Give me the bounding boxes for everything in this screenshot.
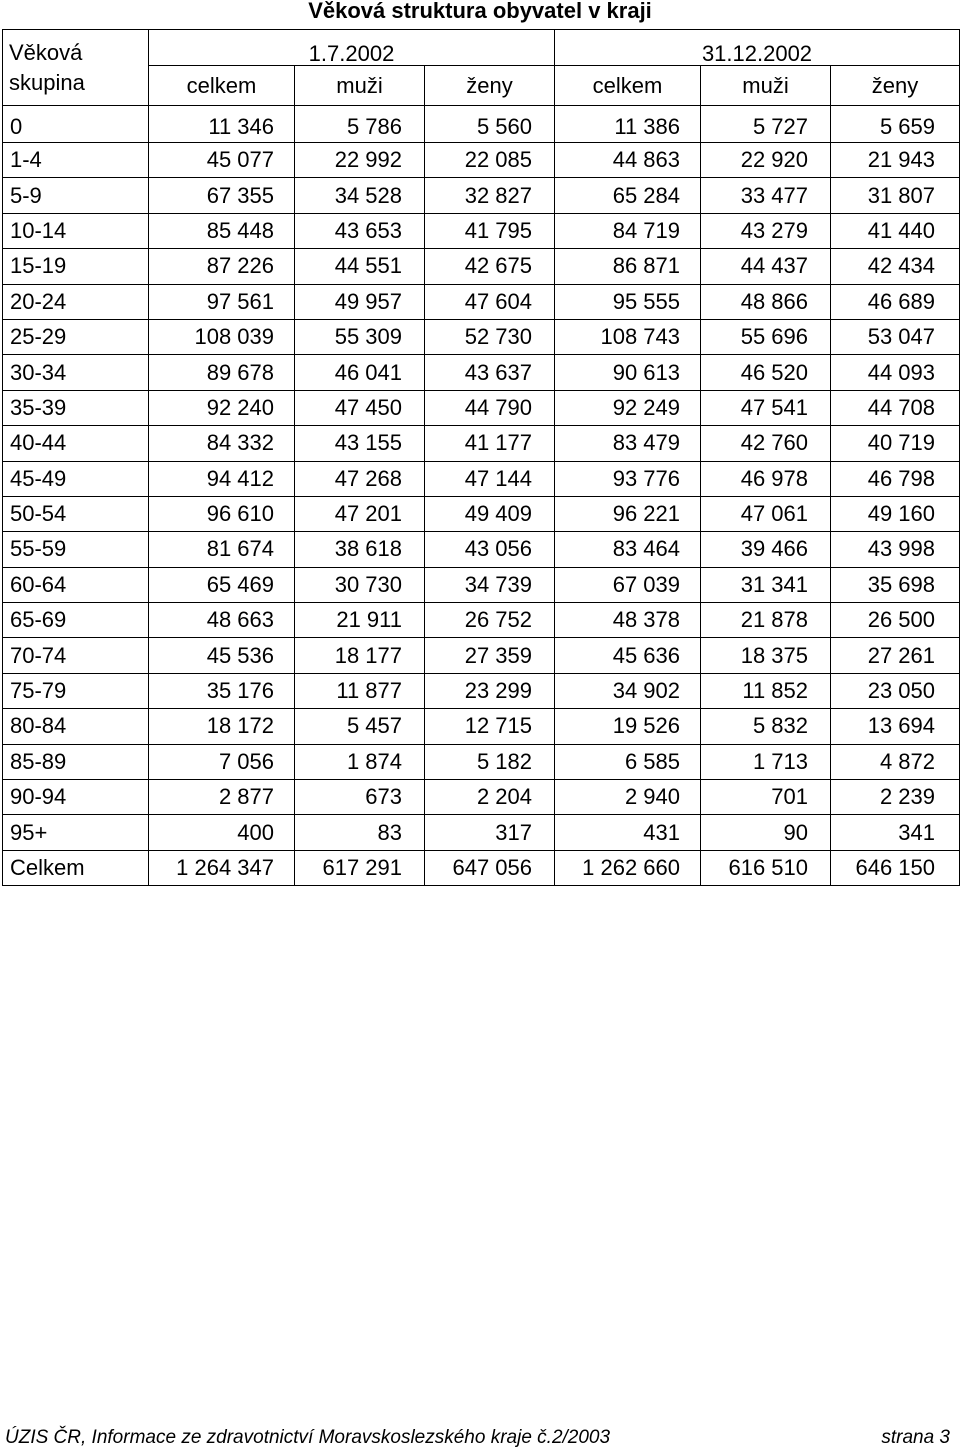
age-group-cell: 95+	[3, 815, 149, 850]
table-row	[3, 815, 960, 850]
value-cell: 85 448	[149, 213, 295, 248]
table-row	[3, 213, 960, 248]
page-title-text: Věková struktura obyvatel v kraji	[308, 0, 652, 23]
value-cell: 7 056	[149, 744, 295, 779]
value-cell: 48 866	[701, 284, 831, 319]
value-cell: 48 378	[555, 603, 701, 638]
table-row	[3, 709, 960, 744]
table-row	[3, 496, 960, 531]
value-cell: 108 743	[555, 319, 701, 354]
value-cell: 46 041	[295, 355, 425, 390]
value-cell: 5 182	[425, 744, 555, 779]
age-group-cell: 90-94	[3, 780, 149, 815]
value-cell: 5 560	[425, 106, 555, 143]
value-cell: 55 309	[295, 319, 425, 354]
value-cell: 45 536	[149, 638, 295, 673]
value-cell: 5 832	[701, 709, 831, 744]
age-structure-table	[2, 29, 960, 886]
value-cell: 23 050	[831, 673, 960, 708]
value-cell: 49 957	[295, 284, 425, 319]
value-cell: 52 730	[425, 319, 555, 354]
table-row	[3, 106, 960, 143]
age-group-header	[3, 30, 149, 106]
value-cell: 35 176	[149, 673, 295, 708]
value-cell: 46 978	[701, 461, 831, 496]
age-group-cell: 10-14	[3, 213, 149, 248]
date-header-2	[555, 30, 960, 66]
value-cell: 42 675	[425, 249, 555, 284]
value-cell: 41 177	[425, 426, 555, 461]
value-cell: 5 727	[701, 106, 831, 143]
page-footer	[0, 1425, 960, 1451]
age-group-cell: 75-79	[3, 673, 149, 708]
value-cell: 34 528	[295, 178, 425, 213]
value-cell: 400	[149, 815, 295, 850]
age-group-cell: 80-84	[3, 709, 149, 744]
value-cell: 5 457	[295, 709, 425, 744]
table-row	[3, 850, 960, 885]
value-cell: 22 992	[295, 143, 425, 178]
value-cell: 11 346	[149, 106, 295, 143]
column-header: ženy	[831, 66, 960, 106]
value-cell: 44 863	[555, 143, 701, 178]
value-cell: 83 479	[555, 426, 701, 461]
column-header: celkem	[149, 66, 295, 106]
value-cell: 21 943	[831, 143, 960, 178]
value-cell: 22 085	[425, 143, 555, 178]
age-group-cell: 50-54	[3, 496, 149, 531]
age-group-cell: 85-89	[3, 744, 149, 779]
age-group-cell: 30-34	[3, 355, 149, 390]
date-header-1	[149, 30, 555, 66]
age-group-cell: 60-64	[3, 567, 149, 602]
value-cell: 23 299	[425, 673, 555, 708]
value-cell: 47 201	[295, 496, 425, 531]
table-row	[3, 673, 960, 708]
table-row	[3, 744, 960, 779]
value-cell: 30 730	[295, 567, 425, 602]
value-cell: 84 719	[555, 213, 701, 248]
value-cell: 39 466	[701, 532, 831, 567]
value-cell: 42 434	[831, 249, 960, 284]
table-row	[3, 355, 960, 390]
value-cell: 47 450	[295, 390, 425, 425]
value-cell: 53 047	[831, 319, 960, 354]
value-cell: 67 355	[149, 178, 295, 213]
table-row	[3, 461, 960, 496]
value-cell: 43 653	[295, 213, 425, 248]
value-cell: 21 878	[701, 603, 831, 638]
value-cell: 83 464	[555, 532, 701, 567]
value-cell: 33 477	[701, 178, 831, 213]
value-cell: 27 261	[831, 638, 960, 673]
value-cell: 2 877	[149, 780, 295, 815]
column-header: muži	[701, 66, 831, 106]
table-row	[3, 780, 960, 815]
age-group-header-line1: Věková	[9, 39, 83, 65]
value-cell: 43 998	[831, 532, 960, 567]
age-group-cell: 5-9	[3, 178, 149, 213]
value-cell: 26 500	[831, 603, 960, 638]
value-cell: 34 739	[425, 567, 555, 602]
value-cell: 86 871	[555, 249, 701, 284]
value-cell: 616 510	[701, 850, 831, 885]
age-group-cell: 25-29	[3, 319, 149, 354]
value-cell: 87 226	[149, 249, 295, 284]
value-cell: 35 698	[831, 567, 960, 602]
table-row	[3, 284, 960, 319]
value-cell: 2 239	[831, 780, 960, 815]
value-cell: 44 708	[831, 390, 960, 425]
value-cell: 65 469	[149, 567, 295, 602]
age-group-header-line2: skupina	[9, 69, 85, 95]
value-cell: 27 359	[425, 638, 555, 673]
value-cell: 1 264 347	[149, 850, 295, 885]
value-cell: 317	[425, 815, 555, 850]
value-cell: 65 284	[555, 178, 701, 213]
value-cell: 18 177	[295, 638, 425, 673]
value-cell: 647 056	[425, 850, 555, 885]
value-cell: 55 696	[701, 319, 831, 354]
value-cell: 431	[555, 815, 701, 850]
value-cell: 6 585	[555, 744, 701, 779]
value-cell: 31 341	[701, 567, 831, 602]
value-cell: 46 689	[831, 284, 960, 319]
value-cell: 92 249	[555, 390, 701, 425]
value-cell: 41 440	[831, 213, 960, 248]
value-cell: 95 555	[555, 284, 701, 319]
column-header: celkem	[555, 66, 701, 106]
value-cell: 38 618	[295, 532, 425, 567]
value-cell: 32 827	[425, 178, 555, 213]
date-header-row	[3, 30, 960, 66]
value-cell: 47 144	[425, 461, 555, 496]
table-row	[3, 603, 960, 638]
value-cell: 89 678	[149, 355, 295, 390]
table-row	[3, 567, 960, 602]
value-cell: 1 262 660	[555, 850, 701, 885]
table-row	[3, 319, 960, 354]
value-cell: 22 920	[701, 143, 831, 178]
value-cell: 43 637	[425, 355, 555, 390]
value-cell: 40 719	[831, 426, 960, 461]
value-cell: 44 093	[831, 355, 960, 390]
value-cell: 43 056	[425, 532, 555, 567]
value-cell: 12 715	[425, 709, 555, 744]
age-group-cell: 45-49	[3, 461, 149, 496]
age-group-cell: 65-69	[3, 603, 149, 638]
value-cell: 84 332	[149, 426, 295, 461]
age-group-cell: 0	[3, 106, 149, 143]
value-cell: 47 541	[701, 390, 831, 425]
value-cell: 44 790	[425, 390, 555, 425]
table-row	[3, 426, 960, 461]
table-row	[3, 638, 960, 673]
value-cell: 21 911	[295, 603, 425, 638]
table-row	[3, 532, 960, 567]
value-cell: 96 610	[149, 496, 295, 531]
value-cell: 617 291	[295, 850, 425, 885]
value-cell: 81 674	[149, 532, 295, 567]
table-row	[3, 178, 960, 213]
date-1: 1.7.2002	[308, 41, 395, 66]
value-cell: 1 874	[295, 744, 425, 779]
value-cell: 47 061	[701, 496, 831, 531]
age-group-cell: Celkem	[3, 850, 149, 885]
value-cell: 42 760	[701, 426, 831, 461]
value-cell: 96 221	[555, 496, 701, 531]
value-cell: 4 872	[831, 744, 960, 779]
value-cell: 94 412	[149, 461, 295, 496]
value-cell: 44 437	[701, 249, 831, 284]
table-row	[3, 390, 960, 425]
value-cell: 701	[701, 780, 831, 815]
value-cell: 90	[701, 815, 831, 850]
value-cell: 47 604	[425, 284, 555, 319]
value-cell: 41 795	[425, 213, 555, 248]
age-group-cell: 40-44	[3, 426, 149, 461]
value-cell: 31 807	[831, 178, 960, 213]
value-cell: 11 386	[555, 106, 701, 143]
table-row	[3, 249, 960, 284]
value-cell: 49 160	[831, 496, 960, 531]
value-cell: 46 798	[831, 461, 960, 496]
value-cell: 646 150	[831, 850, 960, 885]
value-cell: 1 713	[701, 744, 831, 779]
footer-page-number: strana 3	[881, 1427, 950, 1448]
value-cell: 11 852	[701, 673, 831, 708]
age-group-cell: 20-24	[3, 284, 149, 319]
value-cell: 97 561	[149, 284, 295, 319]
value-cell: 44 551	[295, 249, 425, 284]
value-cell: 93 776	[555, 461, 701, 496]
value-cell: 83	[295, 815, 425, 850]
value-cell: 47 268	[295, 461, 425, 496]
value-cell: 67 039	[555, 567, 701, 602]
column-header: muži	[295, 66, 425, 106]
value-cell: 5 786	[295, 106, 425, 143]
age-group-cell: 15-19	[3, 249, 149, 284]
value-cell: 46 520	[701, 355, 831, 390]
value-cell: 5 659	[831, 106, 960, 143]
age-group-cell: 70-74	[3, 638, 149, 673]
table-body	[3, 106, 960, 886]
value-cell: 43 279	[701, 213, 831, 248]
value-cell: 2 204	[425, 780, 555, 815]
value-cell: 13 694	[831, 709, 960, 744]
value-cell: 92 240	[149, 390, 295, 425]
value-cell: 2 940	[555, 780, 701, 815]
age-group-cell: 1-4	[3, 143, 149, 178]
value-cell: 108 039	[149, 319, 295, 354]
value-cell: 48 663	[149, 603, 295, 638]
value-cell: 18 172	[149, 709, 295, 744]
page-title	[0, 0, 960, 26]
value-cell: 90 613	[555, 355, 701, 390]
value-cell: 18 375	[701, 638, 831, 673]
value-cell: 49 409	[425, 496, 555, 531]
age-group-cell: 55-59	[3, 532, 149, 567]
value-cell: 19 526	[555, 709, 701, 744]
value-cell: 45 636	[555, 638, 701, 673]
value-cell: 341	[831, 815, 960, 850]
age-group-cell: 35-39	[3, 390, 149, 425]
value-cell: 11 877	[295, 673, 425, 708]
value-cell: 673	[295, 780, 425, 815]
table-row	[3, 143, 960, 178]
footer-source: ÚZIS ČR, Informace ze zdravotnictví Moravskoslezského kraje č.2/2003	[5, 1427, 611, 1448]
value-cell: 26 752	[425, 603, 555, 638]
value-cell: 45 077	[149, 143, 295, 178]
date-2: 31.12.2002	[701, 41, 813, 66]
value-cell: 34 902	[555, 673, 701, 708]
value-cell: 43 155	[295, 426, 425, 461]
column-header: ženy	[425, 66, 555, 106]
